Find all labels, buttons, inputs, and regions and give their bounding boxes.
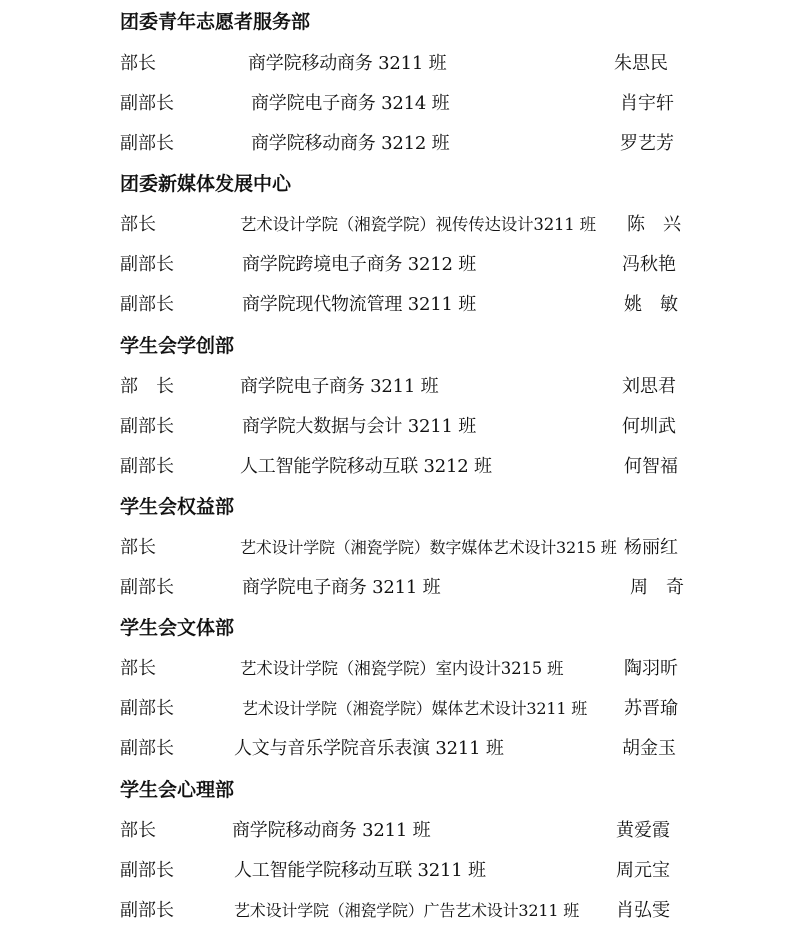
class-unit: 商学院跨境电子商务 3212 班: [242, 254, 477, 275]
section-title: 学生会权益部: [120, 496, 235, 518]
class-unit: 艺术设计学院（湘瓷学院）室内设计3215 班: [240, 659, 564, 678]
class-unit: 商学院电子商务 3211 班: [242, 577, 441, 598]
member-name: 刘思君: [622, 376, 676, 397]
member-name: 胡金玉: [622, 738, 676, 759]
role-label: 部长: [120, 53, 156, 74]
class-unit: 人文与音乐学院音乐表演 3211 班: [234, 738, 504, 759]
section-title: 学生会学创部: [120, 335, 235, 357]
class-unit: 艺术设计学院（湘瓷学院）数字媒体艺术设计3215 班: [240, 538, 617, 557]
section-title: 学生会心理部: [120, 779, 235, 801]
class-unit: 商学院现代物流管理 3211 班: [242, 294, 477, 315]
class-unit: 人工智能学院移动互联 3211 班: [234, 860, 486, 881]
role-label: 副部长: [120, 577, 174, 598]
class-unit: 艺术设计学院（湘瓷学院）媒体艺术设计3211 班: [242, 699, 588, 718]
class-unit: 人工智能学院移动互联 3212 班: [240, 456, 492, 477]
list-item: [0, 656, 800, 682]
member-name: 肖弘雯: [616, 900, 670, 921]
class-unit: 艺术设计学院（湘瓷学院）视传传达设计3211 班: [240, 215, 596, 234]
list-item: [0, 818, 800, 844]
section-title: 团委新媒体发展中心: [120, 173, 292, 195]
member-name: 陶羽昕: [624, 658, 678, 679]
role-label: 副部长: [120, 860, 174, 881]
list-item: [0, 292, 800, 318]
list-item: [0, 374, 800, 400]
role-label: 副部长: [120, 738, 174, 759]
member-name: 朱思民: [614, 53, 668, 74]
member-name: 杨丽红: [624, 537, 678, 558]
list-item: [0, 898, 800, 924]
role-label: 副部长: [120, 93, 174, 114]
role-label: 部长: [120, 537, 156, 558]
member-name: 黄爱霞: [616, 820, 670, 841]
list-item: [0, 131, 800, 157]
role-label: 副部长: [120, 456, 174, 477]
role-label: 部长: [120, 820, 156, 841]
role-label: 部 长: [120, 376, 174, 397]
class-unit: 商学院移动商务 3211 班: [232, 820, 431, 841]
member-name: 陈 兴: [627, 214, 681, 235]
class-unit: 商学院移动商务 3212 班: [251, 133, 450, 154]
member-name: 姚 敏: [624, 294, 678, 315]
list-item: [0, 858, 800, 884]
member-name: 肖宇轩: [620, 93, 674, 114]
list-item: [0, 736, 800, 762]
role-label: 副部长: [120, 294, 174, 315]
member-name: 周元宝: [616, 860, 670, 881]
list-item: [0, 696, 800, 722]
section-title: 团委青年志愿者服务部: [120, 11, 311, 33]
list-item: [0, 575, 800, 601]
list-item: [0, 454, 800, 480]
list-item: [0, 535, 800, 561]
member-name: 何圳武: [622, 416, 676, 437]
role-label: 部长: [120, 214, 156, 235]
member-name: 苏晋瑜: [624, 698, 678, 719]
class-unit: 商学院电子商务 3214 班: [251, 93, 450, 114]
list-item: [0, 51, 800, 77]
class-unit: 商学院移动商务 3211 班: [248, 53, 447, 74]
list-item: [0, 252, 800, 278]
section-title: 学生会文体部: [120, 617, 235, 639]
role-label: 部长: [120, 658, 156, 679]
role-label: 副部长: [120, 254, 174, 275]
class-unit: 商学院大数据与会计 3211 班: [242, 416, 477, 437]
list-item: [0, 91, 800, 117]
role-label: 副部长: [120, 698, 174, 719]
list-item: [0, 212, 800, 238]
class-unit: 商学院电子商务 3211 班: [240, 376, 439, 397]
role-label: 副部长: [120, 133, 174, 154]
role-label: 副部长: [120, 416, 174, 437]
member-name: 何智福: [624, 456, 678, 477]
list-item: [0, 414, 800, 440]
member-name: 罗艺芳: [620, 133, 674, 154]
member-name: 冯秋艳: [622, 254, 676, 275]
member-name: 周 奇: [630, 577, 684, 598]
class-unit: 艺术设计学院（湘瓷学院）广告艺术设计3211 班: [234, 901, 580, 920]
role-label: 副部长: [120, 900, 174, 921]
